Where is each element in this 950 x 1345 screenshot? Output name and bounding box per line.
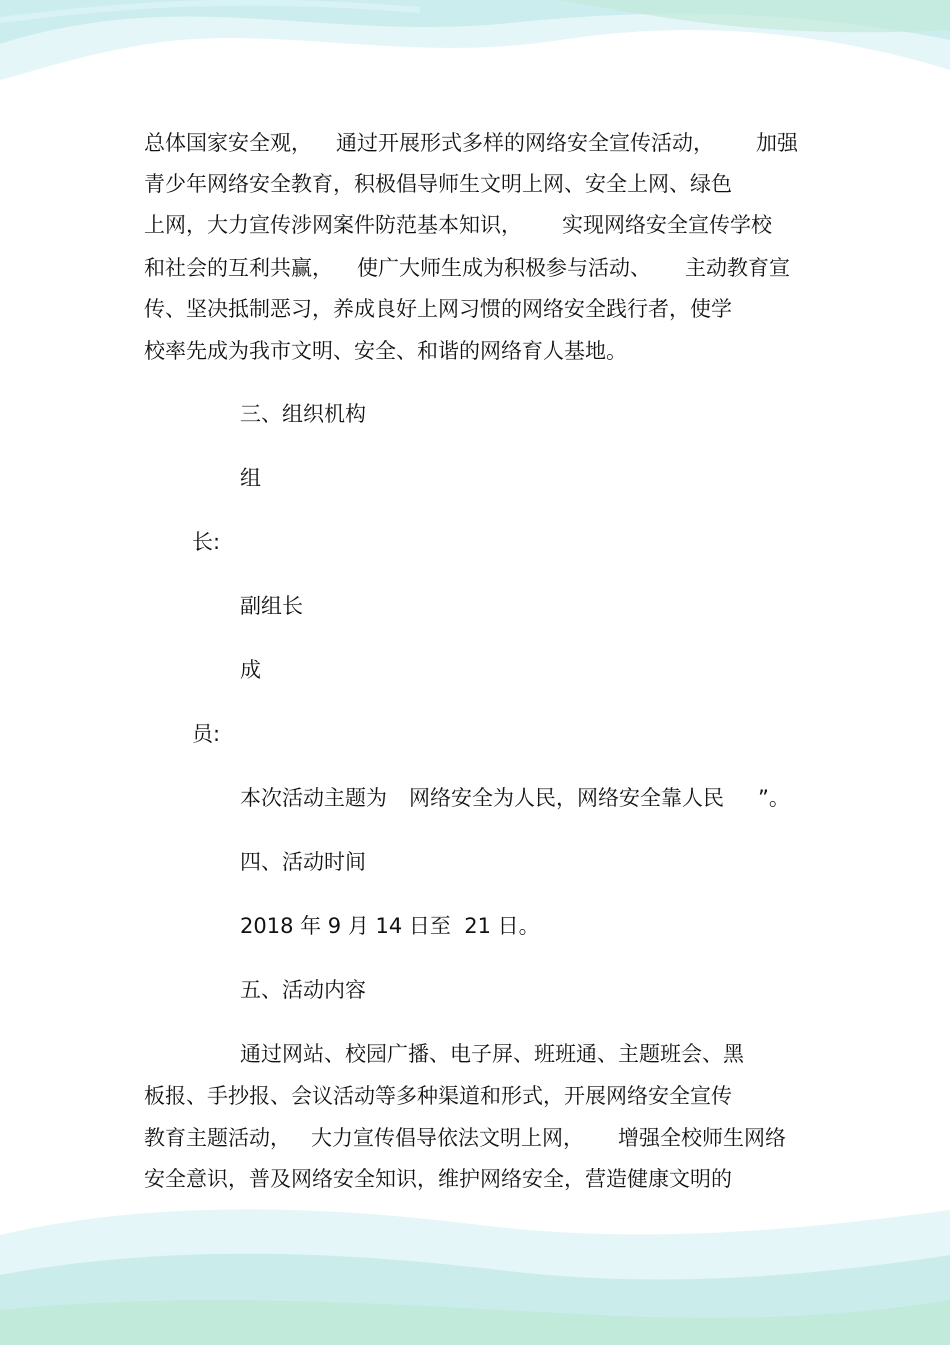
section-heading: 三、组织机构 bbox=[240, 402, 366, 426]
text-segment: 校率先成为我市文明、安全、和谐的网络育人基地。 bbox=[144, 339, 627, 363]
text-segment: 使广大师生成为积极参与活动、 bbox=[357, 256, 651, 280]
deputy-leader-label: 副组长 bbox=[240, 594, 303, 618]
paragraph-line bbox=[240, 1042, 744, 1066]
header-wave-decoration bbox=[0, 0, 950, 95]
members-label-part1: 成 bbox=[240, 658, 261, 682]
section-heading: 五、活动内容 bbox=[240, 978, 366, 1002]
activity-theme bbox=[240, 786, 790, 810]
text-segment: 青少年网络安全教育，积极倡导师生文明上网、安全上网、绿色 bbox=[144, 172, 732, 196]
text-segment: 安全意识，普及网络安全知识，维护网络安全，营造健康文明的 bbox=[144, 1167, 732, 1191]
theme-slogan: 网络安全为人民，网络安全靠人民 bbox=[409, 786, 724, 810]
paragraph-line bbox=[144, 1084, 732, 1108]
paragraph-line bbox=[144, 1167, 732, 1191]
leader-label-part1: 组 bbox=[240, 466, 261, 490]
section-heading: 四、活动时间 bbox=[240, 850, 366, 874]
text-segment: 实现网络安全宣传学校 bbox=[562, 213, 772, 237]
paragraph-line bbox=[144, 172, 732, 196]
paragraph-line bbox=[144, 213, 772, 237]
text-segment: 上网，大力宣传涉网案件防范基本知识， bbox=[144, 213, 522, 237]
text-segment: 传、坚决抵制恶习，养成良好上网习惯的网络安全践行者，使学 bbox=[144, 297, 732, 321]
text-segment: ”。 bbox=[758, 786, 790, 810]
paragraph-line bbox=[144, 297, 732, 321]
text-segment: 本次活动主题为 bbox=[240, 786, 387, 810]
text-segment: 大力宣传倡导依法文明上网， bbox=[311, 1126, 584, 1150]
text-segment: 增强全校师生网络 bbox=[618, 1126, 786, 1150]
text-segment: 加强 bbox=[756, 131, 798, 155]
footer-wave-decoration bbox=[0, 1195, 950, 1345]
members-label-part2: 员: bbox=[192, 722, 221, 746]
text-segment: 教育主题活动， bbox=[144, 1126, 291, 1150]
paragraph-line bbox=[144, 339, 627, 363]
paragraph-line bbox=[144, 131, 798, 155]
text-segment: 板报、手抄报、会议活动等多种渠道和形式，开展网络安全宣传 bbox=[144, 1084, 732, 1108]
leader-label-part2: 长: bbox=[192, 530, 221, 554]
text-segment: 和社会的互利共赢， bbox=[144, 256, 333, 280]
text-segment: 通过网站、校园广播、电子屏、班班通、主题班会、黑 bbox=[240, 1042, 744, 1066]
text-segment: 总体国家安全观， bbox=[144, 131, 312, 155]
text-segment: 通过开展形式多样的网络安全宣传活动， bbox=[336, 131, 714, 155]
activity-date: 2018 年 9 月 14 日至 21 日。 bbox=[240, 914, 540, 938]
text-segment: 主动教育宣 bbox=[685, 256, 790, 280]
paragraph-line bbox=[144, 1126, 786, 1150]
paragraph-line bbox=[144, 256, 790, 280]
